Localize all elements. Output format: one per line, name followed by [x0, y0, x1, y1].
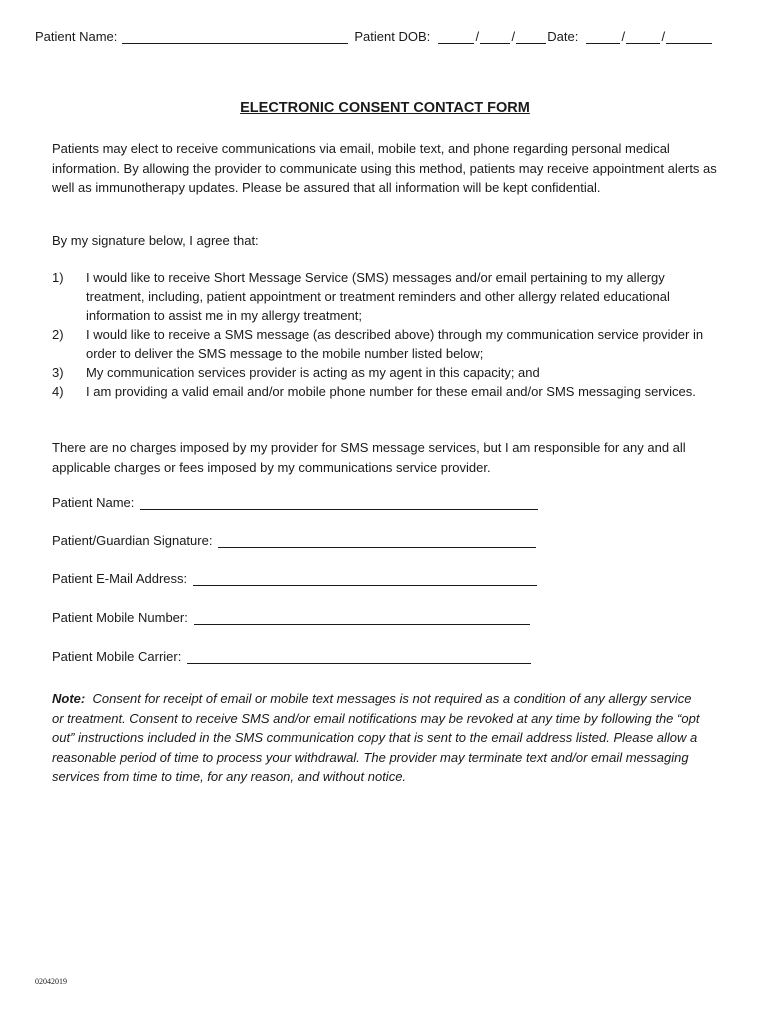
- list-text: My communication services provider is acting as my agent in this capacity; and: [86, 365, 540, 380]
- list-text: I would like to receive a SMS message (as described above) through my communication service provider in order to deliver the SMS message to the mobile number listed below;: [86, 327, 704, 361]
- dob-month-blank[interactable]: [438, 29, 474, 44]
- date-month-blank[interactable]: [586, 29, 620, 44]
- list-number: 3): [52, 365, 64, 380]
- list-text: I would like to receive Short Message Service (SMS) messages and/or email pertaining to my allergy treatment, including, patient appointment or treatment reminders and other allergy related educational information to assist me in my allergy treatment;: [86, 270, 670, 323]
- date-year-blank[interactable]: [666, 29, 712, 44]
- list-number: 2): [52, 327, 64, 342]
- date-day-blank[interactable]: [626, 29, 660, 44]
- patient-dob-label: Patient DOB:: [354, 29, 431, 44]
- mobile-carrier-input-line[interactable]: [187, 649, 531, 664]
- intro-paragraph: Patients may elect to receive communications via email, mobile text, and phone regarding personal medical information. By allowing the provider to communicate using this method, patients may receive appointment alerts as well as immunotherapy updates. Please be assured that all information will be kept confidential.: [52, 141, 717, 195]
- agreement-list: [52, 268, 722, 401]
- signature-input-line[interactable]: [218, 533, 536, 548]
- note-text: Consent for receipt of email or mobile text messages is not required as a condition of any allergy service or treatment. Consent to receive SMS and/or email notifications may be revoked at any time by following the “opt out” instructions included in the SMS communication copy that is sent to the email address listed. Please allow a reasonable period of time to process your withdrawal. The provider may terminate text and/or email messaging services from time to time, for any reason, and without notice.: [52, 691, 700, 784]
- list-item: [52, 363, 722, 382]
- note-label: Note:: [52, 691, 86, 706]
- patient-name-field-label: Patient Name:: [52, 495, 135, 510]
- note-paragraph: [52, 689, 702, 787]
- mobile-carrier-field-label: Patient Mobile Carrier:: [52, 649, 182, 664]
- list-item: [52, 382, 722, 401]
- form-title: ELECTRONIC CONSENT CONTACT FORM: [240, 100, 530, 116]
- date-label: Date:: [547, 29, 579, 44]
- patient-name-label: Patient Name:: [35, 29, 118, 44]
- dob-slash-2: /: [511, 29, 516, 44]
- email-field-row: [52, 571, 537, 586]
- charges-paragraph: There are no charges imposed by my provider for SMS message services, but I am responsible for any and all applicable charges or fees imposed by my communications service provider.: [52, 440, 686, 475]
- list-item: [52, 268, 722, 325]
- patient-name-input-line[interactable]: [140, 495, 538, 510]
- date-slash-2: /: [661, 29, 666, 44]
- list-number: 4): [52, 384, 64, 399]
- date-slash-1: /: [621, 29, 626, 44]
- email-input-line[interactable]: [193, 571, 537, 586]
- mobile-number-input-line[interactable]: [194, 610, 530, 625]
- mobile-number-field-label: Patient Mobile Number:: [52, 610, 188, 625]
- dob-day-blank[interactable]: [480, 29, 510, 44]
- mobile-number-field-row: [52, 610, 530, 625]
- agreement-lead: By my signature below, I agree that:: [52, 233, 259, 248]
- email-field-label: Patient E-Mail Address:: [52, 571, 188, 586]
- list-text: I am providing a valid email and/or mobile phone number for these email and/or SMS messaging services.: [86, 384, 696, 399]
- footer-code: 02042019: [35, 977, 67, 986]
- patient-name-field-row: [52, 495, 538, 510]
- list-number: 1): [52, 270, 64, 285]
- dob-year-blank[interactable]: [516, 29, 546, 44]
- list-item: [52, 325, 722, 363]
- signature-field-label: Patient/Guardian Signature:: [52, 533, 213, 548]
- header-line: [35, 29, 740, 44]
- mobile-carrier-field-row: [52, 649, 531, 664]
- patient-name-blank[interactable]: [122, 29, 348, 44]
- dob-slash-1: /: [475, 29, 480, 44]
- signature-field-row: [52, 533, 536, 548]
